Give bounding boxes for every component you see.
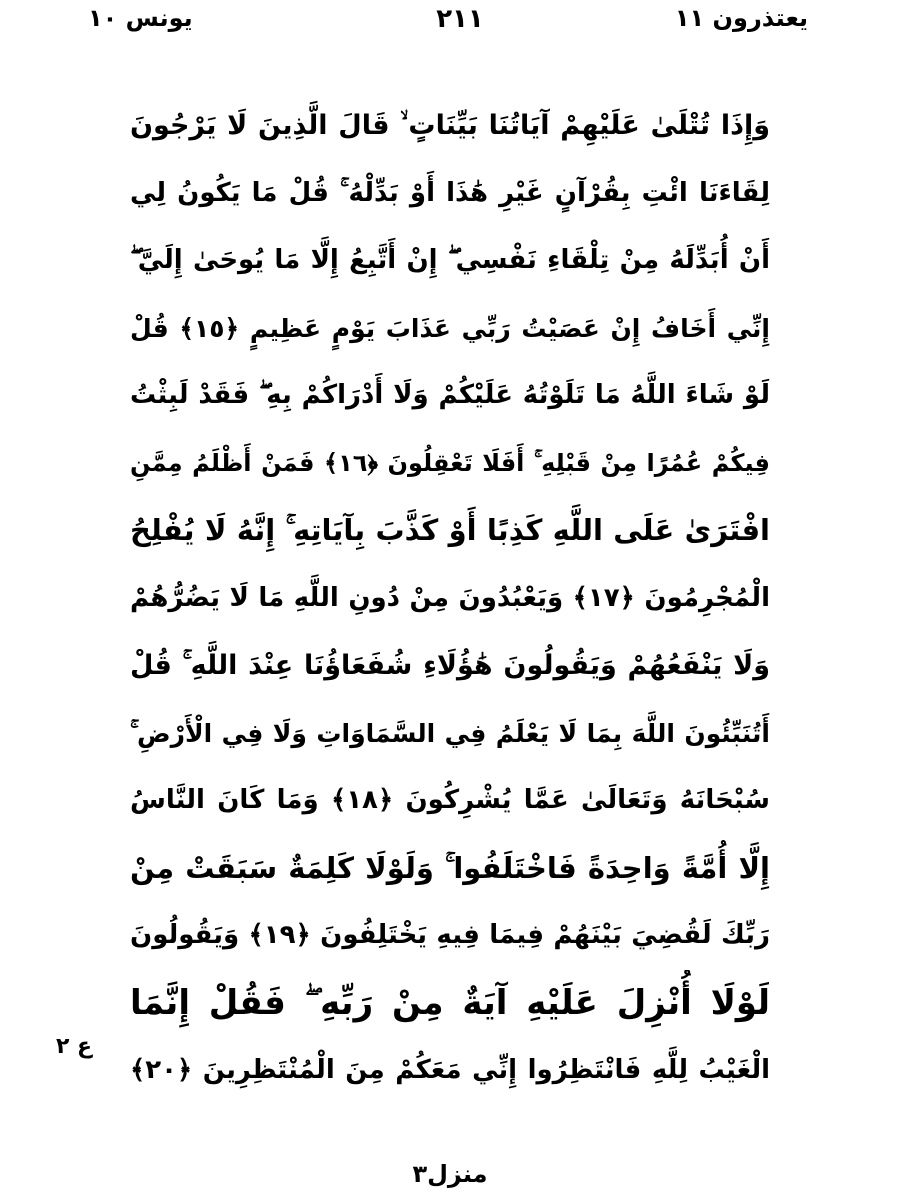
quran-text-block: [130, 92, 770, 1105]
text-line-14: لَوْلَا أُنْزِلَ عَلَيْهِ آيَةٌ مِنْ رَبِّهِ ۖ فَقُلْ إِنَّمَا: [130, 982, 770, 1023]
text-line-11: سُبْحَانَهُ وَتَعَالَىٰ عَمَّا يُشْرِكُونَ ﴿١٨﴾ وَمَا كَانَ النَّاسُ: [130, 785, 770, 815]
text-line-3: أَنْ أُبَدِّلَهُ مِنْ تِلْقَاءِ نَفْسِي ۖ إِنْ أَتَّبِعُ إِلَّا مَا يُوحَىٰ إِلَيَّ ۖ: [130, 245, 770, 275]
text-line-15: الْغَيْبُ لِلَّهِ فَانْتَظِرُوا إِنِّي مَعَكُمْ مِنَ الْمُنْتَظِرِينَ ﴿٢٠﴾: [130, 1055, 770, 1085]
surah-label: يونس ١٠: [88, 4, 193, 32]
text-line-13: رَبِّكَ لَقُضِيَ بَيْنَهُمْ فِيمَا فِيهِ يَخْتَلِفُونَ ﴿١٩﴾ وَيَقُولُونَ: [130, 920, 770, 950]
page-header: [0, 0, 900, 50]
text-line-10: أَتُنَبِّئُونَ اللَّهَ بِمَا لَا يَعْلَمُ فِي السَّمَاوَاتِ وَلَا فِي الْأَرْضِ ۚ: [130, 718, 770, 748]
juz-label: يعتذرون ١١: [674, 4, 808, 32]
text-line-6: فِيكُمْ عُمُرًا مِنْ قَبْلِهِ ۚ أَفَلَا تَعْقِلُونَ ﴿١٦﴾ فَمَنْ أَظْلَمُ مِمَّنِ: [130, 448, 770, 477]
text-line-9: وَلَا يَنْفَعُهُمْ وَيَقُولُونَ هَٰؤُلَاءِ شُفَعَاؤُنَا عِنْدَ اللَّهِ ۚ قُلْ: [130, 650, 770, 681]
text-line-7: افْتَرَىٰ عَلَى اللَّهِ كَذِبًا أَوْ كَذَّبَ بِآيَاتِهِ ۚ إِنَّهُ لَا يُفْلِحُ: [130, 513, 770, 547]
ruku-margin-mark: ع ٢: [55, 1034, 93, 1059]
text-line-8: الْمُجْرِمُونَ ﴿١٧﴾ وَيَعْبُدُونَ مِنْ دُونِ اللَّهِ مَا لَا يَضُرُّهُمْ: [130, 582, 770, 613]
page-number: ٢١١: [436, 4, 484, 34]
text-line-4: إِنِّي أَخَافُ إِنْ عَصَيْتُ رَبِّي عَذَابَ يَوْمٍ عَظِيمٍ ﴿١٥﴾ قُلْ: [130, 313, 770, 343]
text-line-5: لَوْ شَاءَ اللَّهُ مَا تَلَوْتُهُ عَلَيْكُمْ وَلَا أَدْرَاكُمْ بِهِ ۖ فَقَدْ لَبِثْتُ: [130, 380, 770, 410]
manzil-footer: منزل٣: [412, 1160, 488, 1188]
text-line-12: إِلَّا أُمَّةً وَاحِدَةً فَاخْتَلَفُوا ۚ وَلَوْلَا كَلِمَةٌ سَبَقَتْ مِنْ: [130, 850, 770, 885]
text-line-2: لِقَاءَنَا ائْتِ بِقُرْآنٍ غَيْرِ هَٰذَا أَوْ بَدِّلْهُ ۚ قُلْ مَا يَكُونُ لِي: [130, 177, 770, 208]
text-line-1: وَإِذَا تُتْلَىٰ عَلَيْهِمْ آيَاتُنَا بَيِّنَاتٍ ۙ قَالَ الَّذِينَ لَا يَرْجُونَ: [130, 110, 770, 141]
